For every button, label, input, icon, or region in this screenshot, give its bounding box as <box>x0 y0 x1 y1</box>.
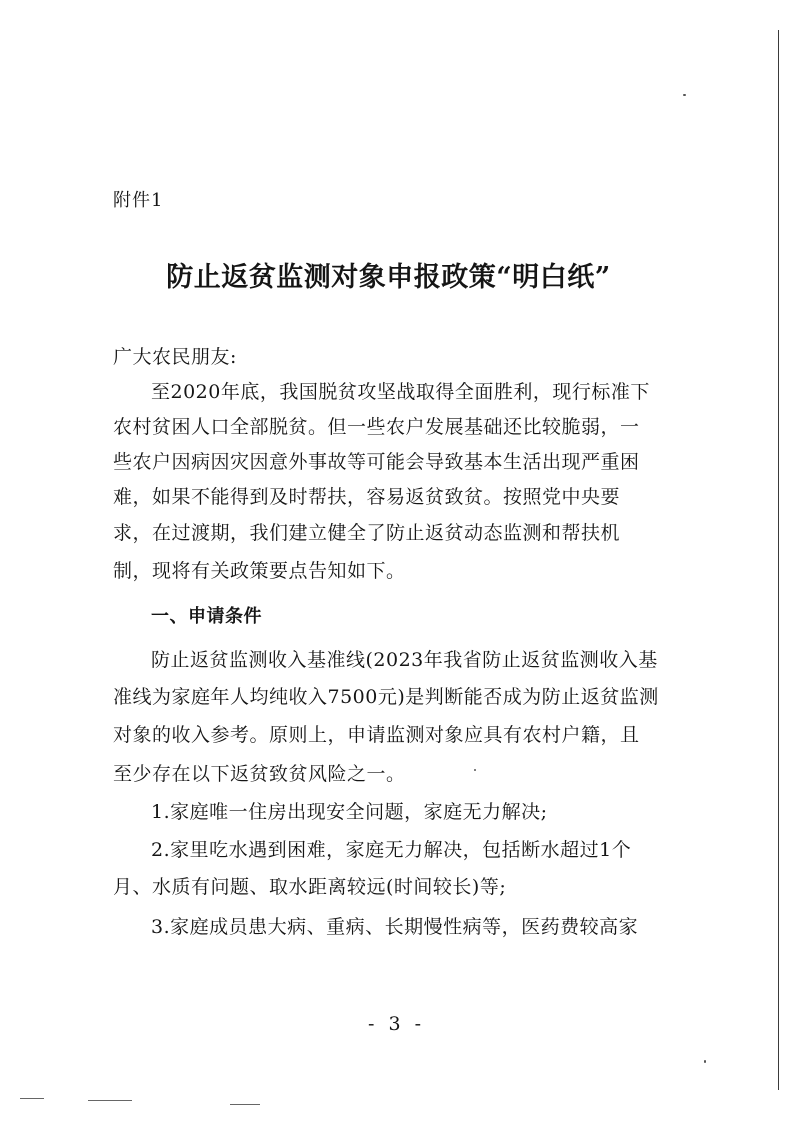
body-line: 制，现将有关政策要点告知如下。 <box>113 560 406 582</box>
body-line: 难，如果不能得到及时帮扶，容易返贫致贫。按照党中央要 <box>113 486 621 508</box>
scan-border-line <box>778 30 779 1090</box>
body-line: 至2020年底，我国脱贫攻坚战取得全面胜利，现行标准下 <box>151 381 650 403</box>
list-item: 2.家里吃水遇到困难，家庭无力解决，包括断水超过1个 <box>151 839 632 861</box>
body-line: 防止返贫监测收入基准线(2023年我省防止返贫监测收入基 <box>151 649 658 671</box>
scan-speck <box>474 769 476 771</box>
scan-mark <box>230 1104 260 1105</box>
list-item: 3.家庭成员患大病、重病、长期慢性病等，医药费较高家 <box>151 916 639 938</box>
list-item: 1.家庭唯一住房出现安全问题，家庭无力解决; <box>151 801 548 823</box>
scan-mark <box>88 1100 132 1101</box>
scan-speck <box>704 1060 706 1063</box>
body-line: 月、水质有问题、取水距离较远(时间较长)等; <box>113 876 507 898</box>
body-line: 求，在过渡期，我们建立健全了防止返贫动态监测和帮扶机 <box>113 522 621 544</box>
scan-speck <box>683 94 686 96</box>
page-number: - 3 - <box>367 1013 425 1035</box>
body-line: 准线为家庭年人均纯收入7500元)是判断能否成为防止返贫监测 <box>113 686 659 708</box>
document-title: 防止返贫监测对象申报政策“明白纸” <box>166 262 611 293</box>
salutation: 广大农民朋友: <box>113 346 237 368</box>
body-line: 至少存在以下返贫致贫风险之一。 <box>113 763 406 785</box>
section-heading: 一、申请条件 <box>151 606 262 627</box>
body-line: 些农户因病因灾因意外事故等可能会导致基本生活出现严重困 <box>113 451 640 473</box>
body-line: 农村贫困人口全部脱贫。但一些农户发展基础还比较脆弱，一 <box>113 416 640 438</box>
scan-mark <box>20 1098 44 1099</box>
attachment-label: 附件1 <box>113 190 164 211</box>
body-line: 对象的收入参考。原则上，申请监测对象应具有农村户籍，且 <box>113 724 640 746</box>
